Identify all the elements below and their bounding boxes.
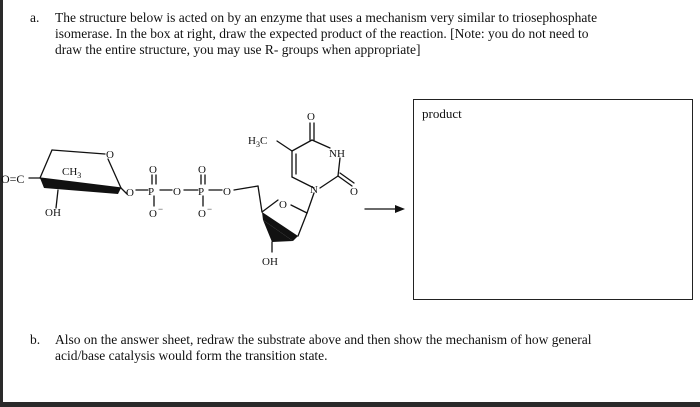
product-box-label: product [422,106,462,121]
phosphate-1-oxide-label: O [149,208,157,220]
ester-oxygen-label: O [126,187,134,199]
question-a-label: a. [30,10,40,25]
ribose-oxygen-label: O [279,199,287,211]
ketone-label: O=C [1,172,25,186]
hydroxyl-bottom-label: OH [262,256,278,268]
methyl-label: $CH_3$ [62,166,82,180]
phosphate-2-oxo-label: O [198,164,206,176]
carbonyl-top-oxygen-label: O [307,111,315,123]
methyl-h3c-label: $H_3C$ [248,135,268,149]
ring-oxygen-label: O [106,149,114,161]
phosphate-1-oxo-label: O [149,164,157,176]
question-b-label: b. [30,332,41,347]
question-a-line2: isomerase. In the box at right, draw the expected product of the reaction. [Note: you do not need to [55,26,589,41]
phosphorus-1-label: P [148,186,155,198]
ring-nitrogen-label: N [310,184,318,196]
reaction-arrow-head [395,205,405,213]
substrate-structure [0,100,410,280]
product-answer-box[interactable] [413,99,693,300]
question-b-line1: Also on the answer sheet, redraw the substrate above and then show the mechanism of how general [55,332,592,347]
page-bottom-edge [0,402,700,407]
charge-1: − [158,204,164,214]
hydroxyl-left-label: OH [45,207,61,219]
terminal-oxygen-label: O [223,186,231,198]
question-a-line1: The structure below is acted on by an enzyme that uses a mechanism very similar to triosephosphate [55,10,598,25]
carbonyl-right-oxygen-label: O [350,186,358,198]
bridge-oxygen-label: O [173,186,181,198]
charge-2: − [207,204,213,214]
phosphorus-2-label: P [198,186,205,198]
question-a-line3: draw the entire structure, you may use R- groups when appropriate] [55,42,421,57]
question-b-line2: acid/base catalysis would form the transition state. [55,348,328,363]
phosphate-2-oxide-label: O [198,208,206,220]
nh-label: NH [329,148,345,160]
